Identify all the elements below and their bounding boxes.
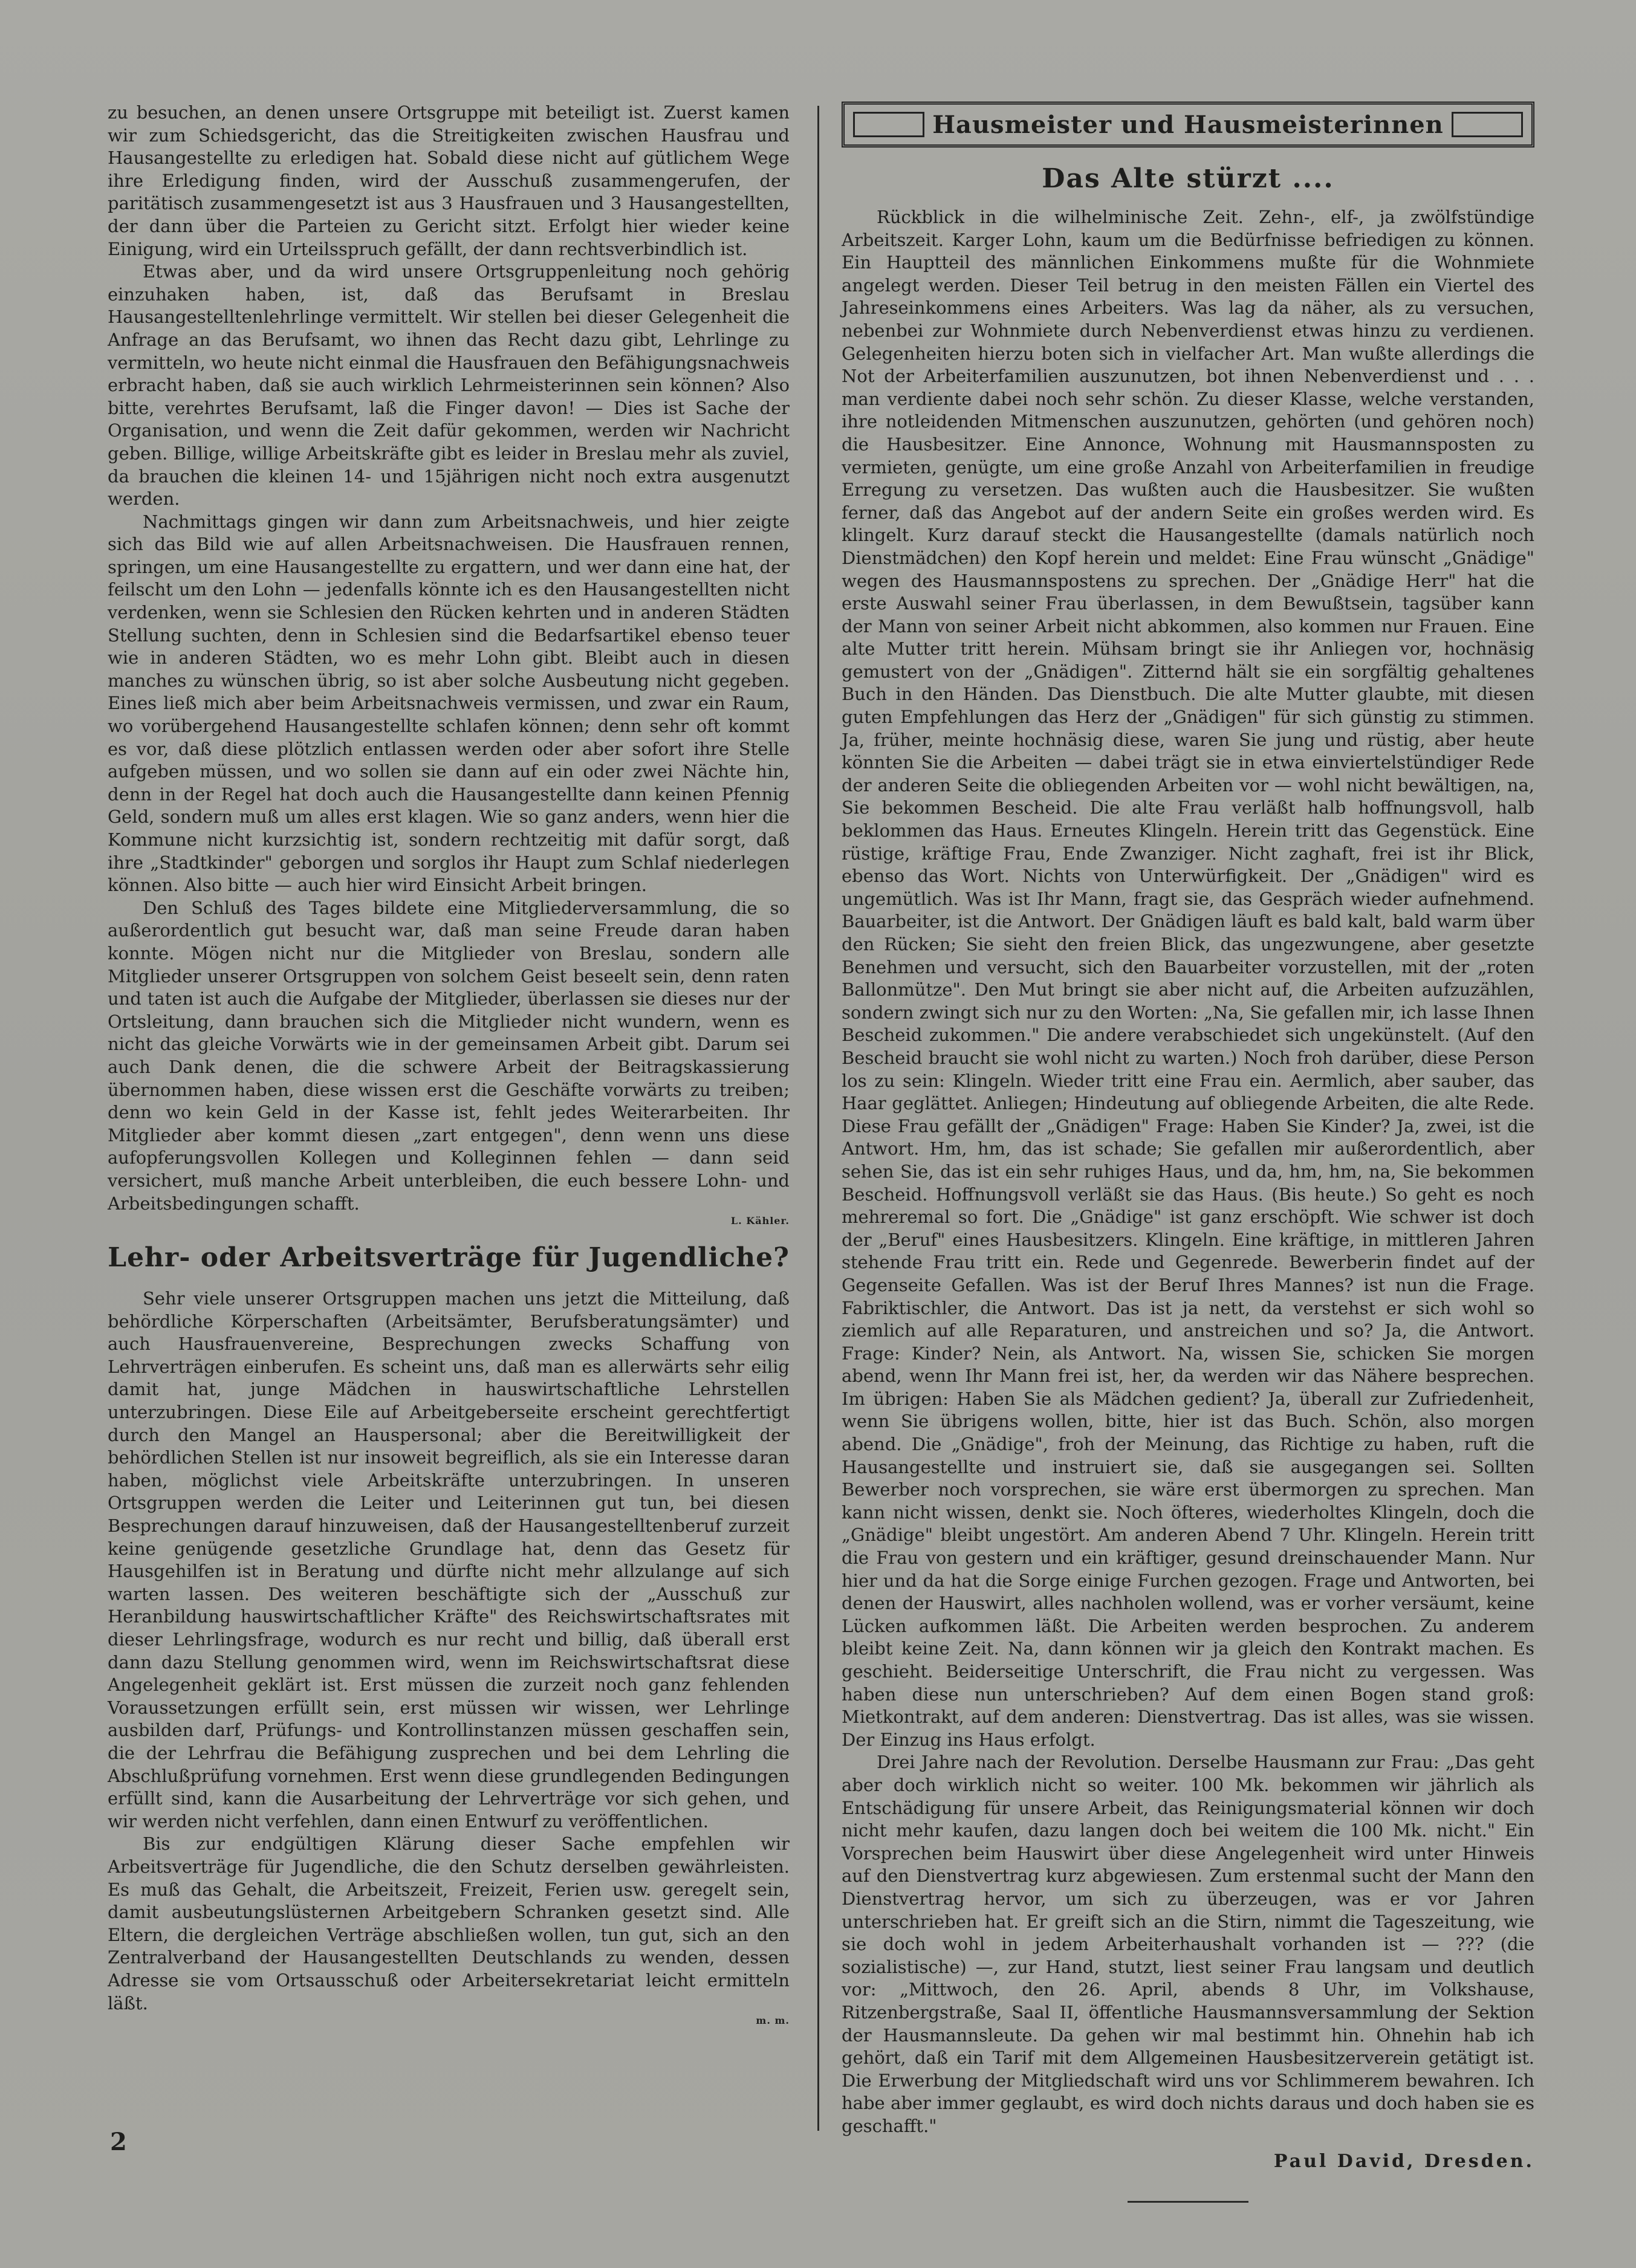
article-signature: L. Kähler.: [730, 1215, 790, 1227]
left-column: [108, 102, 790, 2026]
column-divider: [817, 106, 819, 2131]
article-lehrvertraege: [108, 1288, 790, 2026]
right-column: [842, 102, 1534, 2203]
header-ornament-right: [1452, 112, 1523, 137]
end-rule: [1128, 2201, 1248, 2203]
header-ornament-left: [853, 112, 924, 137]
paragraph: Etwas aber, und da wird unsere Ortsgruppenleitung noch gehörig einzuhaken haben, ist, daß das Berufsamt in Breslau Hausangestelltenlehrlinge vermittelt. Wir stellen bei dieser Gelegenheit die Anfrage an das Berufsamt, wo ihnen das Recht dazu gibt, Lehrlinge zu vermitteln, wo heute nicht einmal die Hausfrauen den Befähigungsnachweis erbracht haben, daß sie auch wirklich Lehrmeisterinnen sein können? Also bitte, verehrtes Berufsamt, laß die Finger davon! — Dies ist Sache der Organisation, und wenn die Zeit dafür gekommen, werden wir Nachricht geben. Billige, willige Arbeitskräfte gibt es leider in Breslau mehr als zuviel, da brauchen die kleinen 14- und 15jährigen nicht noch extra ausgenutzt werden.: [108, 261, 790, 510]
paragraph: Den Schluß des Tages bildete eine Mitgliederversammlung, die so außerordentlich gut besucht war, daß man seine Freude daran haben konnte. Mögen nicht nur die Mitglieder von Breslau, sondern alle Mitglieder unserer Ortsgruppen von solchem Geist beseelt sein, denn raten und taten ist auch die Aufgabe der Mitglieder, überlassen sie dieses nur der Ortsleitung, dann brauchen sich die Mitglieder nicht wundern, wenn es nicht das gleiche Vorwärts wie in der gemeinsamen Arbeit gibt. Darum sei auch Dank denen, die die schwere Arbeit der Beitragskassierung übernommen haben, diese wissen erst die Geschäfte vorwärts zu treiben; denn wo kein Geld in der Kasse ist, fehlt jedes Weiterarbeiten. Ihr Mitglieder aber kommt diesen „zart entgegen", denn wenn uns diese aufopferungsvollen Kollegen und Kolleginnen fehlen — dann seid versichert, muß manche Arbeit unterbleiben, die euch bessere Lohn- und Arbeitsbedingungen schafft.: [108, 897, 790, 1214]
paragraph: Sehr viele unserer Ortsgruppen machen uns jetzt die Mitteilung, daß behördliche Körperschaften (Arbeitsämter, Berufsberatungsämter) und auch Hausfrauenvereine, Besprechungen zwecks Schaffung von Lehrverträgen einberufen. Es scheint uns, daß man es allerwärts sehr eilig damit hat, junge Mädchen in hauswirtschaftliche Lehrstellen unterzubringen. Diese Eile auf Arbeitgeberseite erscheint gerechtfertigt durch den Mangel an Hauspersonal; aber die Bereitwilligkeit der behördlichen Stellen ist nur insoweit begreiflich, als sie ein Interesse daran haben, möglichst viele Arbeitskräfte unterzubringen. In unseren Ortsgruppen werden die Leiter und Leiterinnen gut tun, bei diesen Besprechungen darauf hinzuweisen, daß der Hausangestelltenberuf zurzeit keine genügende gesetzliche Grundlage hat, denn das Gesetz für Hausgehilfen ist in Beratung und dürfte nicht mehr allzulange auf sich warten lassen. Des weiteren beschäftigte sich der „Ausschuß zur Heranbildung hauswirtschaftlicher Kräfte" des Reichswirtschaftsrates mit dieser Lehrlingsfrage, wodurch es nur recht und billig, daß überall erst dann dazu Stellung genommen wird, wenn im Reichswirtschaftsrat diese Angelegenheit geklärt ist. Erst müssen die zurzeit noch ganz fehlenden Voraussetzungen erfüllt sein, erst müssen wir wissen, wer Lehrlinge ausbilden darf, Prüfungs- und Kontrollinstanzen müssen geschaffen sein, die der Lehrfrau die Befähigung zusprechen und bei dem Lehrling die Abschlußprüfung vornehmen. Erst wenn diese grundlegenden Bedingungen erfüllt sind, kann die Ausarbeitung der Lehrverträge vor sich gehen, und wir werden nicht verfehlen, dann einen Entwurf zu veröffentlichen.: [108, 1288, 790, 1832]
article-title: Lehr- oder Arbeitsverträge für Jugendliche?: [108, 1242, 790, 1274]
article-ortsgruppe-report: [108, 102, 790, 1226]
paragraph: Bis zur endgültigen Klärung dieser Sache empfehlen wir Arbeitsverträge für Jugendliche, die den Schutz derselben gewährleisten. Es muß das Gehalt, die Arbeitszeit, Freizeit, Ferien usw. geregelt sein, damit ausbeutungslüsternen Arbeitgebern Schranken gesetzt sind. Alle Eltern, die dergleichen Verträge abschließen wollen, tun gut, sich an den Zentralverband der Hausangestellten Deutschlands zu wenden, dessen Adresse sie vom Ortsausschuß oder Arbeitersekretariat leicht ermitteln läßt.: [108, 1833, 790, 2014]
section-header: [842, 102, 1534, 147]
article-signature: Paul David, Dresden.: [1273, 2151, 1534, 2172]
paragraph: Drei Jahre nach der Revolution. Derselbe Hausmann zur Frau: „Das geht aber doch wirklich nicht so weiter. 100 Mk. bekommen wir jährlich als Entschädigung für unsere Arbeit, das Reinigungsmaterial können wir doch nicht mehr kaufen, dazu langen doch bei weitem die 100 Mk. nicht." Ein Vorsprechen beim Hauswirt über diese Angelegenheit wird unter Hinweis auf den Dienstvertrag kurz abgewiesen. Zum erstenmal sucht der Mann den Dienstvertrag hervor, um sich zu überzeugen, was er vor Jahren unterschrieben hat. Er greift sich an die Stirn, nimmt die Tageszeitung, wie sie doch wohl in jedem Arbeiterhaushalt vorhanden ist — ??? (die sozialistische) —, zur Hand, stutzt, liest seiner Frau langsam und deutlich vor: „Mittwoch, den 26. April, abends 8 Uhr, im Volkshause, Ritzenbergstraße, Saal II, öffentliche Hausmannsversammlung der Sektion der Hausmannsleute. Da gehen wir mal bestimmt hin. Ohnehin hab ich gehört, daß ein Tarif mit dem Allgemeinen Hausbesitzerverein getätigt ist. Die Erwerbung der Mitgliedschaft wird uns vor Schlimmerem bewahren. Ich habe aber immer geglaubt, es wird doch nichts daraus und doch haben sie es geschafft.": [842, 1752, 1534, 2136]
article-signature: m. m.: [756, 2015, 790, 2027]
paragraph: Rückblick in die wilhelminische Zeit. Zehn-, elf-, ja zwölfstündige Arbeitszeit. Karger Lohn, kaum um die Bedürfnisse befriedigen zu können. Ein Hauptteil des männlichen Einkommens mußte für die Wohnmiete angelegt werden. Dieser Teil betrug in den meisten Fällen ein Viertel des Jahreseinkommens eines Arbeiters. Was lag da näher, als zu versuchen, nebenbei zur Wohnmiete durch Nebenverdienst etwas hinzu zu verdienen. Gelegenheiten hierzu boten sich in vielfacher Art. Man wußte allerdings die Not der Arbeiterfamilien auszunutzen, bot ihnen Nebenverdienst und . . . man verdiente dabei noch sehr schön. Zu dieser Klasse, welche verstanden, ihre notleidenden Mitmenschen auszunutzen, gehörten (und gehören noch) die Hausbesitzer. Eine Annonce, Wohnung mit Hausmannsposten zu vermieten, genügte, um eine große Anzahl von Arbeiterfamilien in freudige Erregung zu versetzen. Das wußten auch die Hausbesitzer. Sie wußten ferner, daß das Angebot auf der andern Seite ein großes werden wird. Es klingelt. Kurz darauf steckt die Hausangestellte (damals natürlich noch Dienstmädchen) den Kopf herein und meldet: Eine Frau wünscht „Gnädige" wegen des Hausmannspostens zu sprechen. Der „Gnädige Herr" hat die erste Auswahl seiner Frau überlassen, in dem Bewußtsein, tagsüber kann der Mann von seiner Arbeit nicht abkommen, also kommen nur Frauen. Eine alte Mutter tritt herein. Mühsam bringt sie ihr Anliegen vor, hochnäsig gemustert von der „Gnädigen". Zitternd hält sie ein sorgfältig gehaltenes Buch in den Händen. Das Dienstbuch. Die alte Mutter glaubte, mit diesen guten Empfehlungen das Herz der „Gnädigen" für sich günstig zu stimmen. Ja, früher, meinte hochnäsig diese, waren Sie jung und rüstig, aber heute könnten Sie die Arbeiten — dabei trägt sie in etwa einviertelstündiger Rede der anderen Seite die obliegenden Arbeiten vor — wohl nicht bewältigen, na, Sie bekommen Bescheid. Die alte Frau verläßt halb hoffnungsvoll, halb beklommen das Haus. Erneutes Klingeln. Herein tritt das Gegenstück. Eine rüstige, kräftige Frau, Ende Zwanziger. Nicht zaghaft, frei ist ihr Blick, ebenso das Wort. Nichts von Unterwürfigkeit. Der „Gnädigen" wird es ungemütlich. Was ist Ihr Mann, fragt sie, das Gespräch wieder aufnehmend. Bauarbeiter, ist die Antwort. Der Gnädigen läuft es bald kalt, bald warm über den Rücken; Sie sieht den freien Blick, das ungezwungene, aber gesetzte Benehmen und versucht, sich den Bauarbeiter vorzustellen, mit der „roten Ballonmütze". Den Mut bringt sie aber nicht auf, die Arbeiten aufzuzählen, sondern zwingt sich nur zu den Worten: „Na, Sie gefallen mir, ich lasse Ihnen Bescheid zukommen." Die andere verabschiedet sich ungekünstelt. (Auf den Bescheid braucht sie wohl nicht zu warten.) Noch froh darüber, diese Person los zu sein: Klingeln. Wieder tritt eine Frau ein. Aermlich, aber sauber, das Haar geglättet. Anliegen; Hindeutung auf obliegende Arbeiten, die alte Rede. Diese Frau gefällt der „Gnädigen" Frage: Haben Sie Kinder? Ja, zwei, ist die Antwort. Hm, hm, das ist schade; Sie gefallen mir außerordentlich, aber sehen Sie, das ist ein sehr ruhiges Haus, und da, hm, hm, na, Sie bekommen Bescheid. Hoffnungsvoll verläßt sie das Haus. (Bis heute.) So geht es noch mehreremal so fort. Die „Gnädige" ist ganz erschöpft. Wie schwer ist doch der „Beruf" eines Hausbesitzers. Klingeln. Eine kräftige, in mittleren Jahren stehende Frau tritt ein. Rede und Gegenrede. Bewerberin findet auf der Gegenseite Gefallen. Was ist der Beruf Ihres Mannes? ist nun die Frage. Fabriktischler, die Antwort. Das ist ja nett, da verstehst er sich wohl so ziemlich auf alle Reparaturen, und anstreichen und so? Ja, die Antwort. Frage: Kinder? Nein, als Antwort. Na, wissen Sie, schicken Sie morgen abend, wenn Ihr Mann frei ist, her, da werden wir das Nähere besprechen. Im übrigen: Haben Sie als Mädchen gedient? Ja, überall zur Zufriedenheit, wenn Sie übrigens wollen, bitte, hier ist das Buch. Schön, also morgen abend. Die „Gnädige", froh der Meinung, das Richtige zu haben, ruft die Hausangestellte und instruiert sie, daß sie ausgegangen sei. Sollten Bewerber noch vorsprechen, sie wäre erst übermorgen zu sprechen. Man kann nicht wissen, denkt sie. Noch öfteres, wiederholtes Klingeln, doch die „Gnädige" bleibt ungestört. Am anderen Abend 7 Uhr. Klingeln. Herein tritt die Frau von gestern und ein kräftiger, gesund dreinschauender Mann. Nur hier und da hat die Sorge einige Furchen gezogen. Frage und Antworten, bei denen der Hauswirt, alles nachholen wollend, was er vorher versäumt, keine Lücken aufkommen läßt. Die Arbeiten werden besprochen. Zu anderem bleibt keine Zeit. Na, dann können wir ja gleich den Kontrakt machen. Es geschieht. Beiderseitige Unterschrift, die Frau nicht zu vergessen. Was haben diese nun unterschrieben? Auf dem einen Bogen stand groß: Mietkontrakt, auf dem anderen: Dienstvertrag. Das ist alles, was sie wissen. Der Einzug ins Haus erfolgt.: [842, 207, 1534, 1750]
paragraph: Nachmittags gingen wir dann zum Arbeitsnachweis, und hier zeigte sich das Bild wie auf allen Arbeitsnachweisen. Die Hausfrauen rennen, springen, um eine Hausangestellte zu ergattern, und wer dann eine hat, der feilscht um den Lohn — jedenfalls könnte ich es den Hausangestellten nicht verdenken, wenn sie Schlesien den Rücken kehrten und in anderen Städten Stellung suchten, denn in Schlesien sind die Bedarfsartikel ebenso teuer wie in anderen Städten, wo es mehr Lohn gibt. Bleibt auch in diesen manches zu wünschen übrig, so ist aber solche Ausbeutung nicht gegeben. Eines ließ mich aber beim Arbeitsnachweis vermissen, und zwar ein Raum, wo vorübergehend Hausangestellte schlafen können; denn sehr oft kommt es vor, daß diese plötzlich entlassen werden oder aber sofort ihre Stelle aufgeben müssen, und wo sollen sie dann auf ein oder zwei Nächte hin, denn in der Regel hat doch auch die Hausangestellte dann keinen Pfennig Geld, sondern muß um alles erst klagen. Wie so ganz anders, wenn hier die Kommune nicht kurzsichtig ist, sondern rechtzeitig mit dafür sorgt, daß ihre „Stadtkinder" geborgen und sorglos ihr Haupt zum Schlaf niederlegen können. Also bitte — auch hier wird Einsicht Arbeit bringen.: [108, 511, 790, 896]
paragraph: zu besuchen, an denen unsere Ortsgruppe mit beteiligt ist. Zuerst kamen wir zum Schiedsgericht, das die Streitigkeiten zwischen Hausfrau und Hausangestellte zu erledigen hat. Sobald diese nicht auf gütlichem Wege ihre Erledigung finden, wird der Ausschuß zusammengerufen, der paritätisch zusammengesetzt ist aus 3 Hausfrauen und 3 Hausangestellten, der dann über die Parteien zu Gericht sitzt. Erfolgt hier wieder keine Einigung, wird ein Urteilsspruch gefällt, der dann rechtsverbindlich ist.: [108, 102, 790, 259]
page-number: 2: [110, 2128, 127, 2156]
section-header-label: Hausmeister und Hausmeisterinnen: [932, 110, 1444, 139]
article-title: Das Alte stürzt ....: [1042, 163, 1334, 194]
article-das-alte-stuerzt: [842, 206, 1534, 2203]
